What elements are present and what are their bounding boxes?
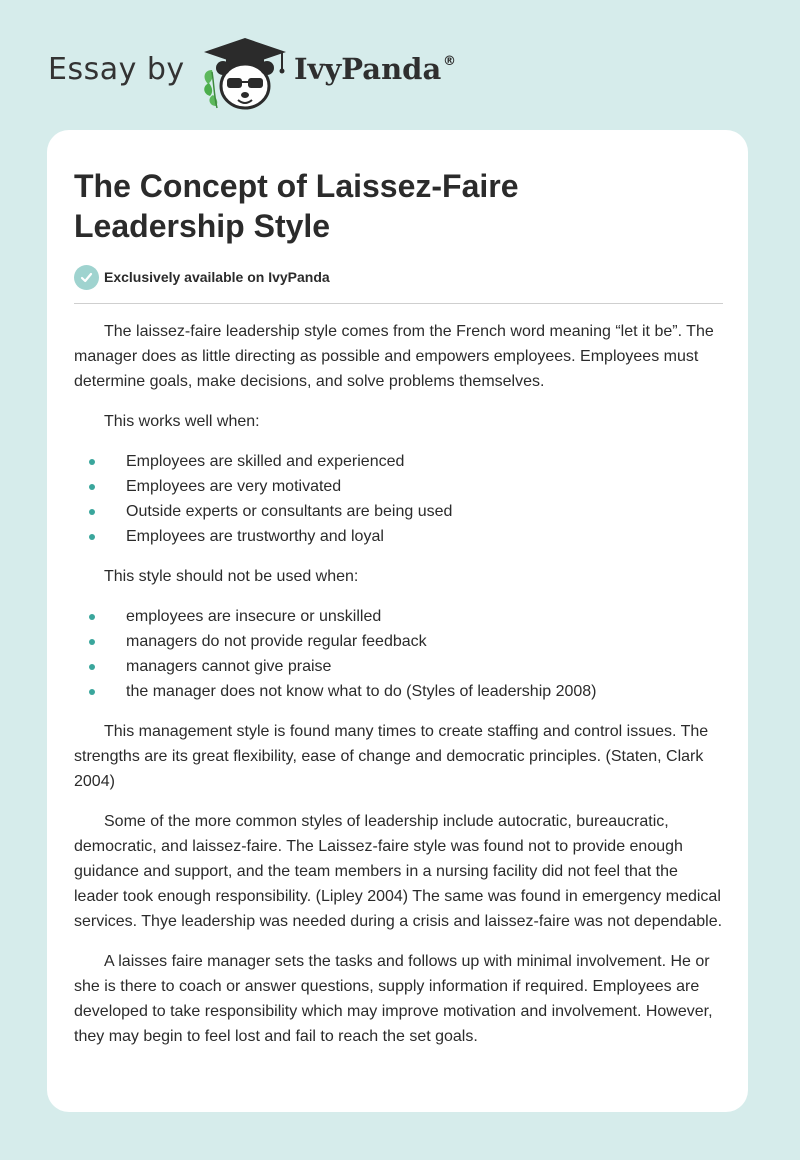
essay-by-label: Essay by	[48, 52, 185, 87]
paragraph: The laissez-faire leadership style comes from the French word meaning “let it be”. The manager does as little directing as possible and empowers employees. Employees must determine goals, make decisions, and solve problems themselves.	[74, 323, 714, 390]
bullet-icon	[89, 614, 95, 620]
bullet-icon	[89, 509, 95, 515]
list-item: Employees are trustworthy and loyal	[74, 524, 724, 549]
registered-mark: ®	[443, 54, 456, 69]
bullet-icon	[89, 459, 95, 465]
page-title: The Concept of Laissez-Faire Leadership Style	[74, 168, 519, 244]
bullet-icon	[89, 664, 95, 670]
paragraph: This style should not be used when:	[104, 568, 359, 585]
list-item: Employees are skilled and experienced	[74, 449, 724, 474]
bullet-icon	[89, 484, 95, 490]
not-used-list	[74, 604, 724, 704]
essay-card	[47, 130, 748, 1112]
essay-body	[74, 319, 724, 1064]
list-item: managers cannot give praise	[74, 654, 724, 679]
paragraph: This works well when:	[104, 413, 260, 430]
list-item: managers do not provide regular feedback	[74, 629, 724, 654]
bullet-icon	[89, 534, 95, 540]
brand-name[interactable]: IvyPanda	[294, 52, 442, 86]
check-icon	[74, 265, 99, 290]
exclusive-badge	[74, 263, 330, 291]
divider	[74, 303, 723, 304]
list-item: employees are insecure or unskilled	[74, 604, 724, 629]
paragraph: This management style is found many times to create staffing and control issues. The strengths are its great flexibility, ease of change and democratic principles. (Staten, Clark 2004)	[74, 723, 709, 790]
exclusive-badge-label: Exclusively available on IvyPanda	[104, 269, 330, 285]
paragraph: A laisses faire manager sets the tasks and follows up with minimal involvement. He or she is there to coach or answer questions, supply information if required. Employees are developed to take responsibility which may improve motivation and involvement. However, they may begin to feel lost and fail to reach the set goals.	[74, 953, 713, 1045]
list-item: Employees are very motivated	[74, 474, 724, 499]
bullet-icon	[89, 639, 95, 645]
paragraph: Some of the more common styles of leadership include autocratic, bureaucratic, democratic, and laissez-faire. The Laissez-faire style was found not to provide enough guidance and support, and the team members in a nursing facility did not feel that the leader took enough responsibility. (Lipley 2004) The same was found in emergency medical services. Thye leadership was needed during a crisis and laissez-faire was not dependable.	[74, 813, 723, 930]
list-item: Outside experts or consultants are being used	[74, 499, 724, 524]
bullet-icon	[89, 689, 95, 695]
panda-logo-icon[interactable]	[200, 34, 290, 114]
list-item: the manager does not know what to do (Styles of leadership 2008)	[74, 679, 724, 704]
works-well-list	[74, 449, 724, 549]
site-header	[0, 0, 800, 130]
